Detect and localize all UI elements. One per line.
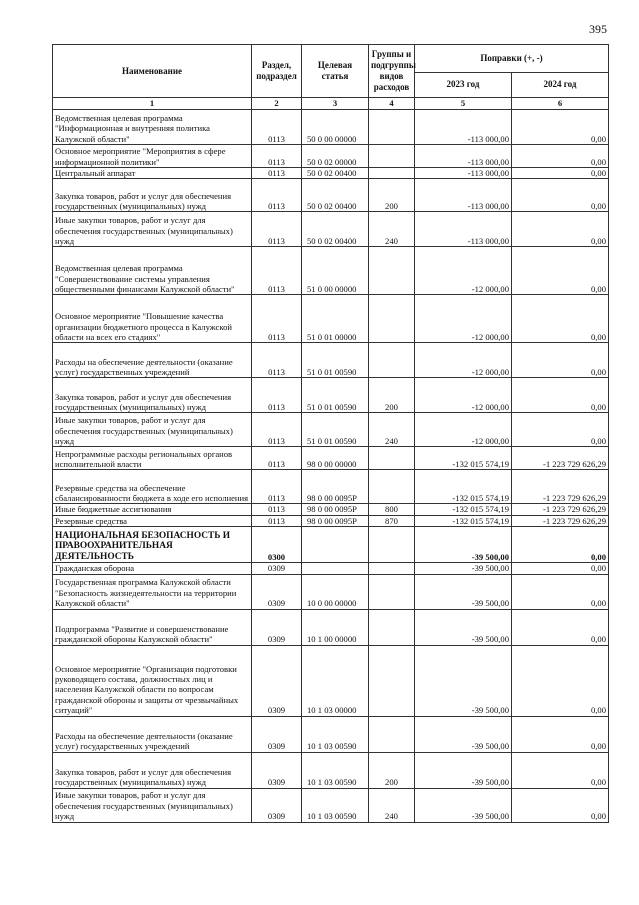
row-amount-2024-cell: 0,00 [512,527,609,563]
row-group-cell [369,563,415,574]
row-amount-2024-cell: 0,00 [512,343,609,378]
row-amount-2024-cell: 0,00 [512,645,609,716]
table-row [53,179,609,212]
table-row [53,447,609,470]
row-section-cell: 0309 [252,645,302,716]
row-amount-2023-cell: -132 015 574,19 [415,447,512,470]
row-name-cell: Непрограммные расходы региональных органов исполнительной власти [53,447,252,470]
row-group-cell [369,527,415,563]
row-amount-2024-cell: 0,00 [512,145,609,168]
row-group-cell [369,145,415,168]
row-article-cell: 51 0 01 00590 [302,343,369,378]
row-section-cell: 0113 [252,212,302,247]
row-section-cell: 0113 [252,447,302,470]
table-row [53,563,609,574]
row-name-cell: НАЦИОНАЛЬНАЯ БЕЗОПАСНОСТЬ И ПРАВООХРАНИТЕЛЬНАЯ ДЕЯТЕЛЬНОСТЬ [53,527,252,563]
table-body [53,110,609,823]
row-article-cell: 10 1 00 00000 [302,609,369,645]
row-group-cell: 200 [369,179,415,212]
row-amount-2023-cell: -39 500,00 [415,527,512,563]
row-amount-2023-cell: -39 500,00 [415,645,512,716]
row-amount-2024-cell: -1 223 729 626,29 [512,515,609,526]
row-amount-2023-cell: -12 000,00 [415,378,512,413]
row-group-cell: 200 [369,752,415,788]
row-section-cell: 0300 [252,527,302,563]
row-group-cell: 240 [369,413,415,447]
table-row [53,145,609,168]
column-numbers-row [53,98,609,110]
row-name-cell: Расходы на обеспечение деятельности (оказание услуг) государственных учреждений [53,343,252,378]
header-article: Целевая статья [302,45,369,98]
row-section-cell: 0309 [252,574,302,609]
row-name-cell: Ведомственная целевая программа "Совершенствование системы управления общественными финансами Калужской области" [53,247,252,295]
header-row [53,45,609,73]
table-row [53,295,609,343]
row-amount-2023-cell: -113 000,00 [415,110,512,145]
amendments-table [52,44,609,823]
row-name-cell: Основное мероприятие "Организация подготовки руководящего состава, должностных лиц и населения Калужской области по вопросам гражданской обороны и защиты от чрезвычайных ситуаций" [53,645,252,716]
row-group-cell: 800 [369,504,415,515]
row-name-cell: Резервные средства на обеспечение сбалансированности бюджета в ходе его исполнения [53,470,252,504]
row-section-cell: 0309 [252,752,302,788]
row-article-cell: 50 0 02 00400 [302,168,369,179]
row-group-cell [369,110,415,145]
table-row [53,527,609,563]
header-name: Наименование [53,45,252,98]
row-group-cell [369,716,415,752]
row-name-cell: Закупка товаров, работ и услуг для обеспечения государственных (муниципальных) нужд [53,179,252,212]
row-section-cell: 0113 [252,343,302,378]
row-name-cell: Центральный аппарат [53,168,252,179]
table-row [53,609,609,645]
table-row [53,470,609,504]
row-article-cell: 50 0 02 00400 [302,179,369,212]
row-name-cell: Гражданская оборона [53,563,252,574]
row-group-cell: 240 [369,788,415,822]
column-number: 5 [415,98,512,110]
row-amount-2024-cell: -1 223 729 626,29 [512,504,609,515]
row-section-cell: 0113 [252,110,302,145]
row-article-cell: 98 0 00 0095Р [302,470,369,504]
row-name-cell: Закупка товаров, работ и услуг для обеспечения государственных (муниципальных) нужд [53,378,252,413]
row-section-cell: 0113 [252,145,302,168]
row-name-cell: Иные закупки товаров, работ и услуг для обеспечения государственных (муниципальных) нужд [53,788,252,822]
row-amount-2024-cell: 0,00 [512,752,609,788]
row-group-cell [369,295,415,343]
row-amount-2024-cell: 0,00 [512,247,609,295]
row-article-cell: 51 0 00 00000 [302,247,369,295]
row-group-cell [369,609,415,645]
row-group-cell [369,447,415,470]
table-row [53,645,609,716]
row-amount-2023-cell: -132 015 574,19 [415,504,512,515]
row-article-cell: 10 1 03 00590 [302,788,369,822]
header-section: Раздел, подраздел [252,45,302,98]
column-number: 4 [369,98,415,110]
row-amount-2023-cell: -12 000,00 [415,343,512,378]
row-article-cell: 51 0 01 00590 [302,378,369,413]
column-number: 1 [53,98,252,110]
row-amount-2023-cell: -39 500,00 [415,788,512,822]
row-amount-2024-cell: 0,00 [512,212,609,247]
row-name-cell: Основное мероприятие "Мероприятия в сфере информационной политики" [53,145,252,168]
row-amount-2024-cell: 0,00 [512,110,609,145]
table-row [53,788,609,822]
row-article-cell: 10 1 03 00590 [302,716,369,752]
page-number: 395 [589,22,607,36]
row-article-cell: 98 0 00 0095Р [302,515,369,526]
row-section-cell: 0309 [252,716,302,752]
row-article-cell: 50 0 02 00400 [302,212,369,247]
row-article-cell: 10 1 03 00590 [302,752,369,788]
row-section-cell: 0309 [252,563,302,574]
row-amount-2024-cell: 0,00 [512,788,609,822]
row-name-cell: Ведомственная целевая программа "Информационная и внутренняя политика Калужской области" [53,110,252,145]
row-name-cell: Расходы на обеспечение деятельности (оказание услуг) государственных учреждений [53,716,252,752]
header-year-2024: 2024 год [512,72,609,97]
column-number: 3 [302,98,369,110]
row-group-cell: 870 [369,515,415,526]
row-group-cell [369,645,415,716]
row-article-cell: 51 0 01 00590 [302,413,369,447]
row-amount-2024-cell: -1 223 729 626,29 [512,447,609,470]
row-amount-2023-cell: -39 500,00 [415,752,512,788]
row-section-cell: 0113 [252,179,302,212]
table-row [53,343,609,378]
row-section-cell: 0113 [252,515,302,526]
row-article-cell: 98 0 00 00000 [302,447,369,470]
row-section-cell: 0113 [252,168,302,179]
row-article-cell: 51 0 01 00000 [302,295,369,343]
row-name-cell: Иные бюджетные ассигнования [53,504,252,515]
header-group: Группы и подгруппы видов расходов [369,45,415,98]
row-group-cell [369,168,415,179]
header-amendments: Поправки (+, -) [415,45,609,73]
row-amount-2023-cell: -39 500,00 [415,609,512,645]
column-number: 2 [252,98,302,110]
row-amount-2024-cell: 0,00 [512,563,609,574]
row-amount-2024-cell: 0,00 [512,413,609,447]
table-row [53,110,609,145]
row-name-cell: Иные закупки товаров, работ и услуг для обеспечения государственных (муниципальных) нужд [53,212,252,247]
row-amount-2023-cell: -113 000,00 [415,179,512,212]
row-name-cell: Подпрограмма "Развитие и совершенствование гражданской обороны Калужской области" [53,609,252,645]
row-amount-2023-cell: -113 000,00 [415,212,512,247]
row-article-cell [302,563,369,574]
table-row [53,168,609,179]
row-amount-2024-cell: 0,00 [512,609,609,645]
header-year-2023: 2023 год [415,72,512,97]
row-amount-2023-cell: -39 500,00 [415,574,512,609]
row-amount-2023-cell: -12 000,00 [415,247,512,295]
table-row [53,378,609,413]
row-name-cell: Закупка товаров, работ и услуг для обеспечения государственных (муниципальных) нужд [53,752,252,788]
row-group-cell: 200 [369,378,415,413]
row-amount-2024-cell: 0,00 [512,168,609,179]
table-row [53,574,609,609]
row-section-cell: 0113 [252,470,302,504]
table-row [53,515,609,526]
row-amount-2023-cell: -132 015 574,19 [415,515,512,526]
row-amount-2024-cell: -1 223 729 626,29 [512,470,609,504]
table-row [53,247,609,295]
table-row [53,504,609,515]
row-amount-2024-cell: 0,00 [512,574,609,609]
row-article-cell: 50 0 02 00000 [302,145,369,168]
row-amount-2023-cell: -39 500,00 [415,563,512,574]
row-amount-2024-cell: 0,00 [512,179,609,212]
row-section-cell: 0113 [252,378,302,413]
row-amount-2024-cell: 0,00 [512,295,609,343]
row-section-cell: 0309 [252,609,302,645]
row-amount-2023-cell: -12 000,00 [415,413,512,447]
row-article-cell: 10 1 03 00000 [302,645,369,716]
table-row [53,716,609,752]
row-article-cell [302,527,369,563]
row-section-cell: 0113 [252,413,302,447]
row-name-cell: Иные закупки товаров, работ и услуг для обеспечения государственных (муниципальных) нужд [53,413,252,447]
row-group-cell [369,470,415,504]
row-name-cell: Резервные средства [53,515,252,526]
row-section-cell: 0309 [252,788,302,822]
row-amount-2024-cell: 0,00 [512,716,609,752]
table-row [53,212,609,247]
row-section-cell: 0113 [252,247,302,295]
row-article-cell: 10 0 00 00000 [302,574,369,609]
row-section-cell: 0113 [252,504,302,515]
table-row [53,413,609,447]
column-number: 6 [512,98,609,110]
row-section-cell: 0113 [252,295,302,343]
row-article-cell: 98 0 00 0095Р [302,504,369,515]
row-amount-2023-cell: -132 015 574,19 [415,470,512,504]
row-article-cell: 50 0 00 00000 [302,110,369,145]
row-group-cell [369,247,415,295]
row-amount-2024-cell: 0,00 [512,378,609,413]
row-amount-2023-cell: -12 000,00 [415,295,512,343]
row-group-cell [369,343,415,378]
row-group-cell [369,574,415,609]
row-name-cell: Государственная программа Калужской области "Безопасность жизнедеятельности на территории Калужской области" [53,574,252,609]
row-amount-2023-cell: -113 000,00 [415,168,512,179]
row-name-cell: Основное мероприятие "Повышение качества организации бюджетного процесса в Калужской области на всех его стадиях" [53,295,252,343]
row-amount-2023-cell: -39 500,00 [415,716,512,752]
row-amount-2023-cell: -113 000,00 [415,145,512,168]
table-row [53,752,609,788]
row-group-cell: 240 [369,212,415,247]
